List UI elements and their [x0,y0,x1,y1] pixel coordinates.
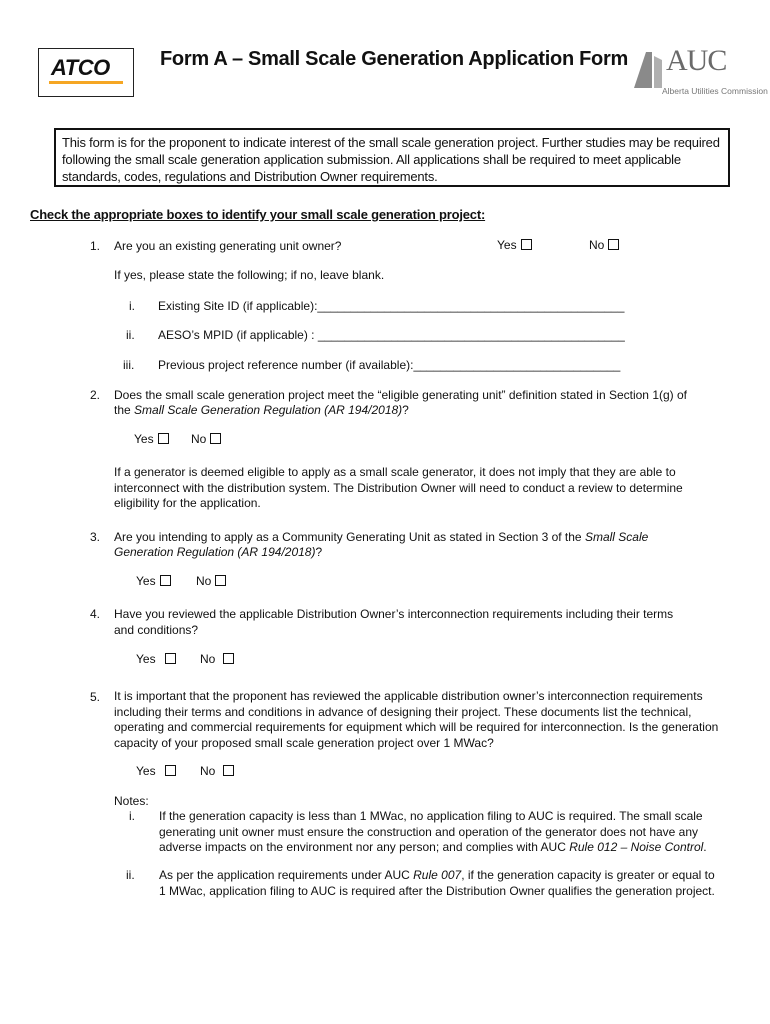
q2-regulation: Small Scale Generation Regulation (AR 194/2018) [134,403,403,417]
q2-line-1: Does the small scale generation project meet the “eligible generating unit” definition stated in Section 1(g) of [114,388,687,402]
section-heading: Check the appropriate boxes to identify your small scale generation project: [30,207,486,222]
q1-no-label: No [589,238,605,252]
q3-line-2 [114,545,322,560]
q3-line-1-pre: Are you intending to apply as a Community Generating Unit as stated in Section 3 of the [114,530,585,544]
q2-no-checkbox[interactable] [210,433,221,444]
q2-line-2-pre: the [114,403,135,417]
note-2-post: , if the generation capacity is greater or equal to 1 MWac, application filing to AUC is required after the Distribution Owner qualifies the generation project. [159,868,715,898]
q1-item-3-number: iii. [123,358,135,372]
page-title: Form A – Small Scale Generation Application Form [160,48,628,70]
note-1-text [159,809,715,856]
q1-yes-checkbox[interactable] [521,239,532,250]
q1-instruction: If yes, please state the following; if no, leave blank. [114,268,385,282]
q5-no-label: No [200,764,216,778]
q2-number: 2. [90,388,101,402]
q2-yes [134,432,169,447]
note-1-post: . [703,840,707,854]
q3-number: 3. [90,530,101,544]
note-2-rule: Rule 007 [413,868,462,882]
q1-item-2-number: ii. [126,328,135,342]
q2-line-2 [114,403,409,418]
q2-note: If a generator is deemed eligible to apply as a small scale generator, it does not imply that they are able to interconnect with the distribution system. The Distribution Owner will need to conduct a review to determine eligibility for the application. [114,465,683,510]
q3-no-label: No [196,574,212,588]
q3-yes [136,574,171,589]
q5-text: It is important that the proponent has reviewed the applicable distribution owner’s interconnection requirements including their terms and conditions in advance of designing their project. These documents list the technical, operating and commercial requirements for equipment which will be required for interconnection. Is the generation capacity of your proposed small scale generation project over 1 MWac? [114,689,719,750]
q3-regulation-part-2: Generation Regulation (AR 194/2018) [114,545,316,559]
q3-line-1 [114,530,648,545]
q3-line-2-post: ? [315,545,323,559]
auc-logo-subtitle: Alberta Utilities Commission [662,86,768,96]
q3-yes-label: Yes [136,574,156,588]
q4-no-checkbox[interactable] [223,653,234,664]
q3-regulation-part-1: Small Scale [584,530,649,544]
q1-mpid-field[interactable]: AESO’s MPID (if applicable) : ______________________________________________ [158,328,625,342]
q4-yes-label: Yes [136,652,156,666]
q1-yes-label: Yes [497,238,517,252]
q2-no [191,432,221,447]
q2-no-label: No [191,432,207,446]
q2-yes-label: Yes [134,432,154,446]
q3-no-checkbox[interactable] [215,575,226,586]
auc-mark-icon [632,50,664,90]
q5-yes [136,764,176,779]
q3-yes-checkbox[interactable] [160,575,171,586]
notes-label: Notes: [114,794,149,808]
note-2-number: ii. [126,868,135,882]
auc-logo [632,44,768,98]
q1-yes [497,238,532,253]
note-1-pre: If the generation capacity is less than 1 MWac, no application filing to AUC is required. The small scale generating unit owner must ensure the construction and operation of the generator does not have any adverse impacts on the environment nor any person; and complies with AUC [159,809,703,854]
q2-yes-checkbox[interactable] [158,433,169,444]
q4-text: Have you reviewed the applicable Distribution Owner’s interconnection requirements including their terms and conditions? [114,607,674,637]
q5-number: 5. [90,690,101,704]
note-2-pre: As per the application requirements under AUC [159,868,414,882]
q1-item-1-number: i. [129,299,135,313]
q4-number: 4. [90,607,101,621]
intro-box: This form is for the proponent to indicate interest of the small scale generation project. Further studies may be required following the small scale generation application submission. All applications shall be required to meet applicable standards, codes, regulations and Distribution Owner requirements. [54,128,730,187]
note-1-number: i. [129,809,135,823]
q5-yes-checkbox[interactable] [165,765,176,776]
q1-reference-field[interactable]: Previous project reference number (if available):_______________________________ [158,358,621,372]
q4-no-label: No [200,652,216,666]
atco-logo-underline [49,81,123,84]
q1-site-id-field[interactable]: Existing Site ID (if applicable):______________________________________________ [158,299,625,313]
note-1-rule: Rule 012 – Noise Control [569,840,704,854]
note-2-text [159,868,715,899]
atco-logo-text: ATCO [51,55,110,80]
q2-line-2-post: ? [402,403,409,417]
q3-no [196,574,226,589]
q5-yes-label: Yes [136,764,156,778]
q4-yes-checkbox[interactable] [165,653,176,664]
q5-no-checkbox[interactable] [223,765,234,776]
q1-number: 1. [90,239,101,253]
q4-yes [136,652,176,667]
q5-no [200,764,234,779]
q1-no [589,238,619,253]
atco-logo [38,48,134,97]
q4-no [200,652,234,667]
q1-text: Are you an existing generating unit owner? [114,239,342,253]
auc-logo-text: AUC [666,44,727,77]
q1-no-checkbox[interactable] [608,239,619,250]
